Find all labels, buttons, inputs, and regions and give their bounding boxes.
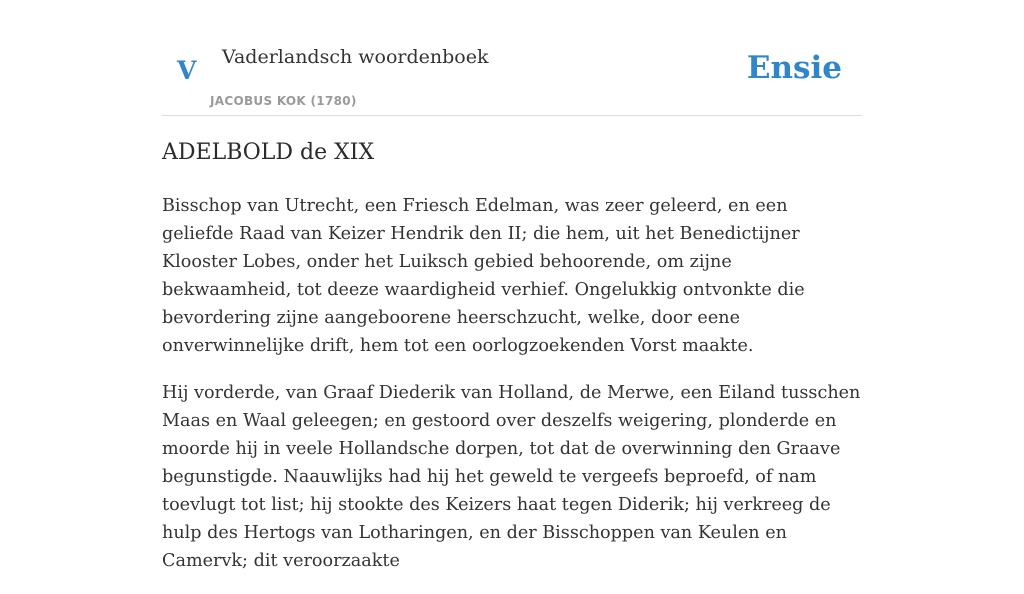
site-header <box>162 40 862 116</box>
entry-paragraph: Hij vorderde, van Graaf Diederik van Holland, de Merwe, een Eiland tusschen Maas en Waal geleegen; en gestoord over deszelfs weigering, plonderde en moorde hij in veele Hollandsche dorpen, tot dat de overwinning den Graave begunstigde. Naauwlijks had hij het geweld te vergeefs beproefd, of nam toevlugt tot list; hij stookte des Keizers haat tegen Diderik; hij verkreeg de hulp des Hertogs van Lotharingen, en der Bisschoppen van Keulen en Camervk; dit veroorzaakte <box>162 383 861 571</box>
entry-body <box>162 192 862 594</box>
entry-paragraph: Bisschop van Utrecht, een Friesch Edelman, was zeer geleerd, en een geliefde Raad van Keizer Hendrik den II; die hem, uit het Benedictijner Klooster Lobes, onder het Luiksch gebied behoorende, om zijne bekwaamheid, tot deeze waardigheid verhief. Ongelukkig ontvonkte die bevordering zijne aangeboorene heerschzucht, welke, door eene onverwinnelijke drift, hem tot een oorlogzoekenden Vorst maakte. <box>162 196 805 356</box>
entry-title: ADELBOLD de XIX <box>162 140 375 165</box>
dictionary-letter-icon[interactable]: V <box>177 56 197 85</box>
dictionary-author: JACOBUS KOK (1780) <box>210 94 357 108</box>
dictionary-title[interactable]: Vaderlandsch woordenboek <box>222 46 489 68</box>
brand-logo[interactable]: Ensie <box>746 50 842 86</box>
